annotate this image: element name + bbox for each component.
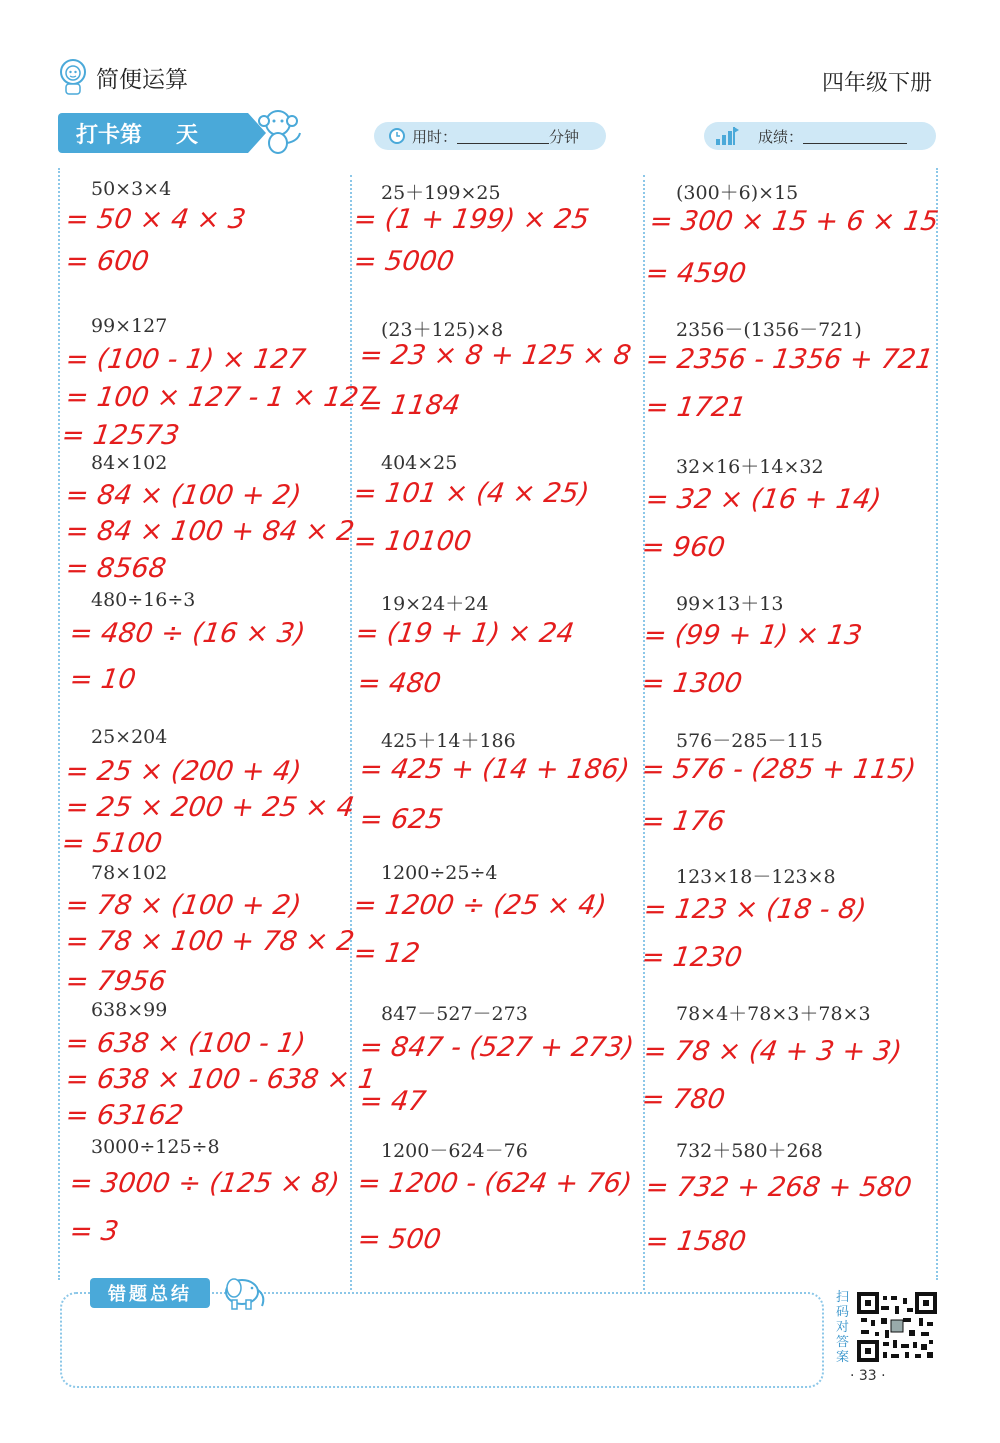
handwritten-step: = 47 <box>357 1086 428 1117</box>
handwritten-step: = 32 × (16 + 14) <box>643 484 884 515</box>
column-divider <box>643 175 645 1290</box>
handwritten-step: = 84 × 100 + 84 × 2 <box>63 516 357 547</box>
handwritten-step: = 500 <box>355 1224 443 1255</box>
problem-expression: 84×102 <box>91 452 168 474</box>
handwritten-step: = 78 × (4 + 3 + 3) <box>641 1036 904 1067</box>
problem-expression: 32×16＋14×32 <box>676 456 824 478</box>
time-input[interactable] <box>457 129 549 144</box>
handwritten-step: = 1230 <box>639 942 745 973</box>
handwritten-step: = 1721 <box>643 392 749 423</box>
banner-suffix: 天 <box>176 122 199 148</box>
handwritten-step: = 100 × 127 - 1 × 127 <box>63 382 378 413</box>
problem-expression: 847－527－273 <box>381 1003 528 1025</box>
problem-expression: 732＋580＋268 <box>676 1140 823 1162</box>
problem-expression: 99×127 <box>91 315 168 337</box>
header-left <box>58 58 188 96</box>
handwritten-step: = 638 × (100 - 1) <box>63 1028 308 1059</box>
score-label: 成绩： <box>758 127 804 146</box>
handwritten-step: = 1200 - (624 + 76) <box>355 1168 634 1199</box>
problem-expression: 123×18－123×8 <box>676 866 836 888</box>
handwritten-step: = 12 <box>351 938 422 969</box>
lion-logo-icon <box>58 58 88 96</box>
clock-icon <box>388 127 406 145</box>
handwritten-step: = 176 <box>639 806 727 837</box>
handwritten-step: = 625 <box>357 804 445 835</box>
handwritten-step: = 23 × 8 + 125 × 8 <box>357 340 634 371</box>
problem-expression: 78×4＋78×3＋78×3 <box>676 1003 871 1025</box>
banner-prefix: 打卡第 <box>76 122 143 148</box>
handwritten-step: = 780 <box>639 1084 727 1115</box>
handwritten-step: = 10 <box>67 664 138 695</box>
problem-expression: 99×13＋13 <box>676 593 784 615</box>
handwritten-step: = 480 ÷ (16 × 3) <box>67 618 308 649</box>
handwritten-step: = 300 × 15 + 6 × 15 <box>647 206 941 237</box>
problem-expression: 19×24＋24 <box>381 593 489 615</box>
monkey-icon <box>250 103 306 159</box>
handwritten-step: = 101 × (4 × 25) <box>351 478 592 509</box>
column-divider <box>350 175 352 1290</box>
score-chart-icon <box>714 125 740 147</box>
handwritten-step: = 5100 <box>59 828 165 859</box>
handwritten-step: = 25 × 200 + 25 × 4 <box>63 792 357 823</box>
score-field <box>704 122 936 150</box>
handwritten-step: = 8568 <box>63 553 169 584</box>
grade-label: 四年级下册 <box>821 71 932 96</box>
handwritten-step: = 3000 ÷ (125 × 8) <box>67 1168 342 1199</box>
handwritten-step: = 1580 <box>643 1226 749 1257</box>
handwritten-step: = 960 <box>639 532 727 563</box>
handwritten-step: = 78 × (100 + 2) <box>63 890 304 921</box>
handwritten-step: = 3 <box>67 1216 121 1247</box>
handwritten-step: = 638 × 100 - 638 × 1 <box>63 1064 378 1095</box>
problem-expression: (300＋6)×15 <box>676 182 799 204</box>
problem-expression: 638×99 <box>91 999 168 1021</box>
problem-expression: (23＋125)×8 <box>381 319 504 341</box>
handwritten-step: = (99 + 1) × 13 <box>641 620 864 651</box>
score-input[interactable] <box>803 129 907 144</box>
handwritten-step: = 732 + 268 + 580 <box>643 1172 914 1203</box>
handwritten-step: = 600 <box>63 246 151 277</box>
handwritten-step: = (1 + 199) × 25 <box>351 204 592 235</box>
page-title: 简便运算 <box>96 66 188 93</box>
time-unit: 分钟 <box>549 127 580 146</box>
handwritten-step: = 50 × 4 × 3 <box>63 204 248 235</box>
handwritten-step: = 1300 <box>639 668 745 699</box>
handwritten-step: = 4590 <box>643 258 749 289</box>
handwritten-step: = 1184 <box>357 390 463 421</box>
mistake-summary-label: 错题总结 <box>90 1278 210 1308</box>
handwritten-step: = 78 × 100 + 78 × 2 <box>63 926 357 957</box>
scan-answer-text: 扫码对答案 <box>836 1290 850 1365</box>
handwritten-step: = 425 + (14 + 186) <box>357 754 632 785</box>
elephant-icon <box>214 1272 268 1312</box>
handwritten-step: = 25 × (200 + 4) <box>63 756 304 787</box>
problem-expression: 3000÷125÷8 <box>91 1136 220 1158</box>
handwritten-step: = 2356 - 1356 + 721 <box>643 344 936 375</box>
problem-expression: 2356－(1356－721) <box>676 319 862 341</box>
time-field <box>374 122 606 150</box>
problem-expression: 78×102 <box>91 862 168 884</box>
handwritten-step: = (19 + 1) × 24 <box>353 618 576 649</box>
handwritten-step: = 84 × (100 + 2) <box>63 480 304 511</box>
handwritten-step: = 1200 ÷ (25 × 4) <box>351 890 609 921</box>
problem-expression: 425＋14＋186 <box>381 730 516 752</box>
handwritten-step: = 123 × (18 - 8) <box>641 894 869 925</box>
handwritten-step: = 847 - (527 + 273) <box>357 1032 636 1063</box>
handwritten-step: = 12573 <box>59 420 182 451</box>
problem-expression: 1200÷25÷4 <box>381 862 498 884</box>
problem-expression: 25×204 <box>91 726 168 748</box>
page-number: · 33 · <box>850 1368 886 1384</box>
handwritten-step: = 576 - (285 + 115) <box>639 754 918 785</box>
problem-expression: 404×25 <box>381 452 458 474</box>
problem-expression: 50×3×4 <box>91 178 172 200</box>
handwritten-step: = 5000 <box>351 246 457 277</box>
problem-expression: 480÷16÷3 <box>91 589 196 611</box>
problem-expression: 576－285－115 <box>676 730 823 752</box>
handwritten-step: = 480 <box>355 668 443 699</box>
problem-expression: 25＋199×25 <box>381 182 501 204</box>
checkin-banner <box>58 113 248 153</box>
handwritten-step: = 10100 <box>351 526 474 557</box>
handwritten-step: = (100 - 1) × 127 <box>63 344 308 375</box>
time-label: 用时： <box>412 127 458 146</box>
problem-expression: 1200－624－76 <box>381 1140 528 1162</box>
handwritten-step: = 7956 <box>63 966 169 997</box>
qr-code[interactable] <box>857 1292 937 1362</box>
handwritten-step: = 63162 <box>63 1100 186 1131</box>
